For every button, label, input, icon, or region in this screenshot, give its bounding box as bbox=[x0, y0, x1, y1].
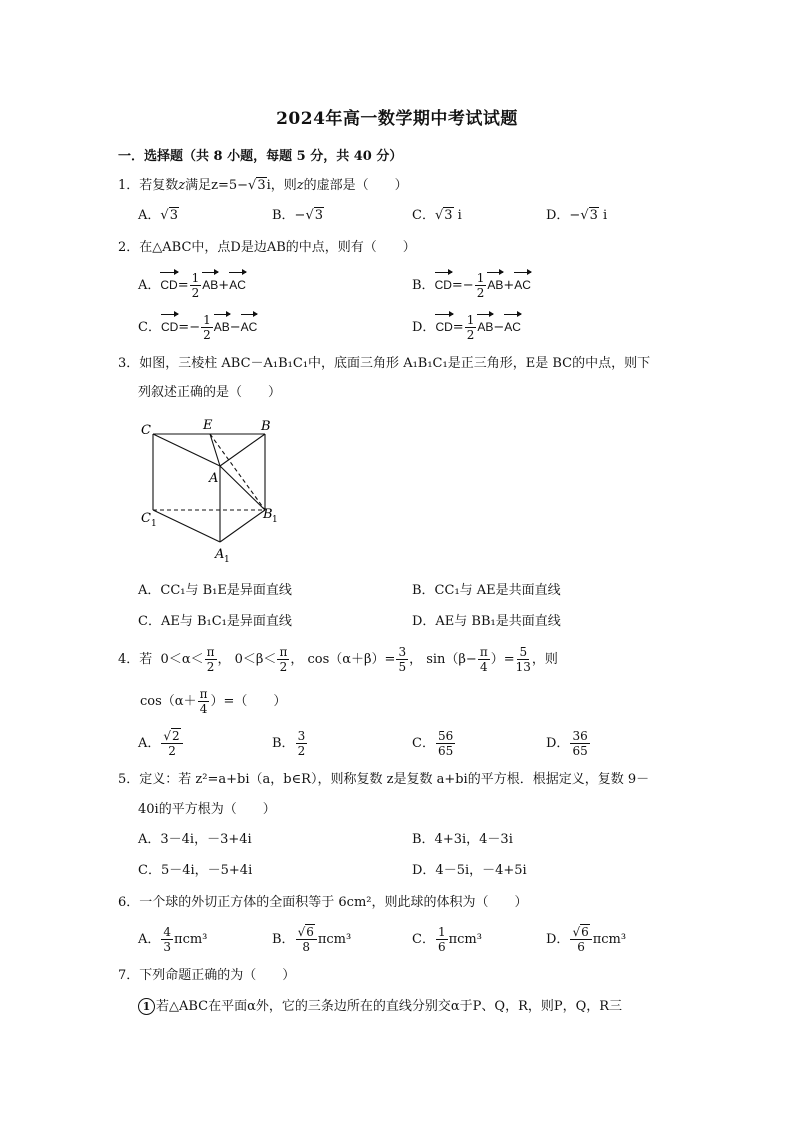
question-6-option-c[interactable]: C． $\frac{1}{6}$ πcm³ bbox=[412, 925, 482, 954]
svg-text:E: E bbox=[203, 418, 213, 433]
question-3-option-b[interactable]: B．CC₁与 AE是共面直线 bbox=[412, 583, 561, 598]
question-6-option-b[interactable]: B． $\frac{√6}{8}$ πcm³ bbox=[272, 925, 352, 954]
svg-text:A: A bbox=[215, 547, 225, 562]
question-1-option-a[interactable]: A．√3 bbox=[138, 208, 178, 223]
item-number-circle: 1 bbox=[138, 998, 155, 1015]
question-2-option-a[interactable]: A．CD= $\frac{1}{2}$ AB+AC bbox=[138, 271, 246, 300]
question-4-stem-line1: 4．若 0＜α＜ $\frac{\pi}{2}$ ， 0＜β＜ $\frac{\pi}{2}$ ， cos（α＋β）= $\frac{3}{5}$ ， sin（β− $\frac{\pi}{4}$ ）= $\frac{5}{13}$ ，则 bbox=[118, 645, 558, 674]
prism-figure bbox=[135, 414, 285, 569]
question-6-stem: 6．一个球的外切正方体的全面积等于 6cm²，则此球的体积为（ ） bbox=[118, 895, 528, 910]
question-2-option-d[interactable]: D．CD= $\frac{1}{2}$ AB−AC bbox=[412, 313, 521, 342]
page-title: 2024年高一数学期中考试试题 bbox=[276, 109, 518, 129]
svg-text:C: C bbox=[141, 511, 151, 526]
svg-text:1: 1 bbox=[224, 555, 230, 565]
question-7-item-1: 1 若△ABC在平面α外，它的三条边所在的直线分别交α于P、Q，R，则P，Q，R三 bbox=[138, 997, 622, 1017]
question-4-option-a[interactable]: A． $\frac{√2}{2}$ bbox=[138, 730, 184, 757]
question-3-stem-line1: 3．如图，三棱柱 ABC－A₁B₁C₁中，底面三角形 A₁B₁C₁是正三角形，E是 BC的中点，则下 bbox=[118, 356, 651, 371]
svg-text:B: B bbox=[263, 507, 273, 522]
svg-text:C: C bbox=[141, 423, 151, 438]
question-2-option-c[interactable]: C．CD=− $\frac{1}{2}$ AB−AC bbox=[138, 313, 258, 342]
question-1-option-c[interactable]: C．√3 i bbox=[412, 208, 462, 223]
question-1-stem: 1．若复数z满足z=5−√3i，则z的虚部是（ ） bbox=[118, 178, 408, 193]
question-1-option-b[interactable]: B．−√3 bbox=[272, 208, 324, 223]
question-5-option-b[interactable]: B．4+3i，4－3i bbox=[412, 832, 513, 847]
question-3-option-a[interactable]: A．CC₁与 B₁E是异面直线 bbox=[138, 583, 292, 598]
question-3-option-c[interactable]: C．AE与 B₁C₁是异面直线 bbox=[138, 614, 292, 629]
question-4-stem-line2: cos（α＋ $\frac{\pi}{4}$ ）=（ ） bbox=[140, 687, 287, 716]
question-5-option-c[interactable]: C．5－4i，－5+4i bbox=[138, 863, 253, 878]
question-4-option-d[interactable]: D． $\frac{36}{65}$ bbox=[546, 729, 588, 758]
question-5-option-d[interactable]: D．4－5i，－4+5i bbox=[412, 863, 527, 878]
svg-text:B: B bbox=[261, 419, 271, 434]
question-2-stem: 2．在△ABC中，点D是边AB的中点，则有（ ） bbox=[118, 240, 416, 255]
question-5-stem-line1: 5．定义：若 z²=a+bi（a，b∈R），则称复数 z是复数 a+bi的平方根．根据定义，复数 9－ bbox=[118, 772, 650, 787]
svg-text:A: A bbox=[209, 471, 219, 486]
question-6-option-d[interactable]: D． $\frac{√6}{6}$ πcm³ bbox=[546, 925, 627, 954]
question-1-option-d[interactable]: D．−√3 i bbox=[546, 208, 608, 223]
question-3-stem-line2: 列叙述正确的是（ ） bbox=[138, 385, 282, 400]
question-7-stem: 7．下列命题正确的为（ ） bbox=[118, 968, 296, 983]
section-heading: 一．选择题（共 8 小题，每题 5 分，共 40 分） bbox=[118, 149, 403, 164]
svg-text:1: 1 bbox=[151, 519, 157, 529]
question-4-option-b[interactable]: B． $\frac{3}{2}$ bbox=[272, 729, 306, 758]
svg-text:1: 1 bbox=[272, 515, 278, 525]
question-5-stem-line2: 40i的平方根为（ ） bbox=[138, 802, 276, 817]
question-2-option-b[interactable]: B．CD=− $\frac{1}{2}$ AB+AC bbox=[412, 271, 531, 300]
question-6-option-a[interactable]: A． $\frac{4}{3}$ πcm³ bbox=[138, 925, 208, 954]
question-5-option-a[interactable]: A．3－4i，－3+4i bbox=[138, 832, 252, 847]
question-3-option-d[interactable]: D．AE与 BB₁是共面直线 bbox=[412, 614, 561, 629]
question-4-option-c[interactable]: C． $\frac{56}{65}$ bbox=[412, 729, 454, 758]
